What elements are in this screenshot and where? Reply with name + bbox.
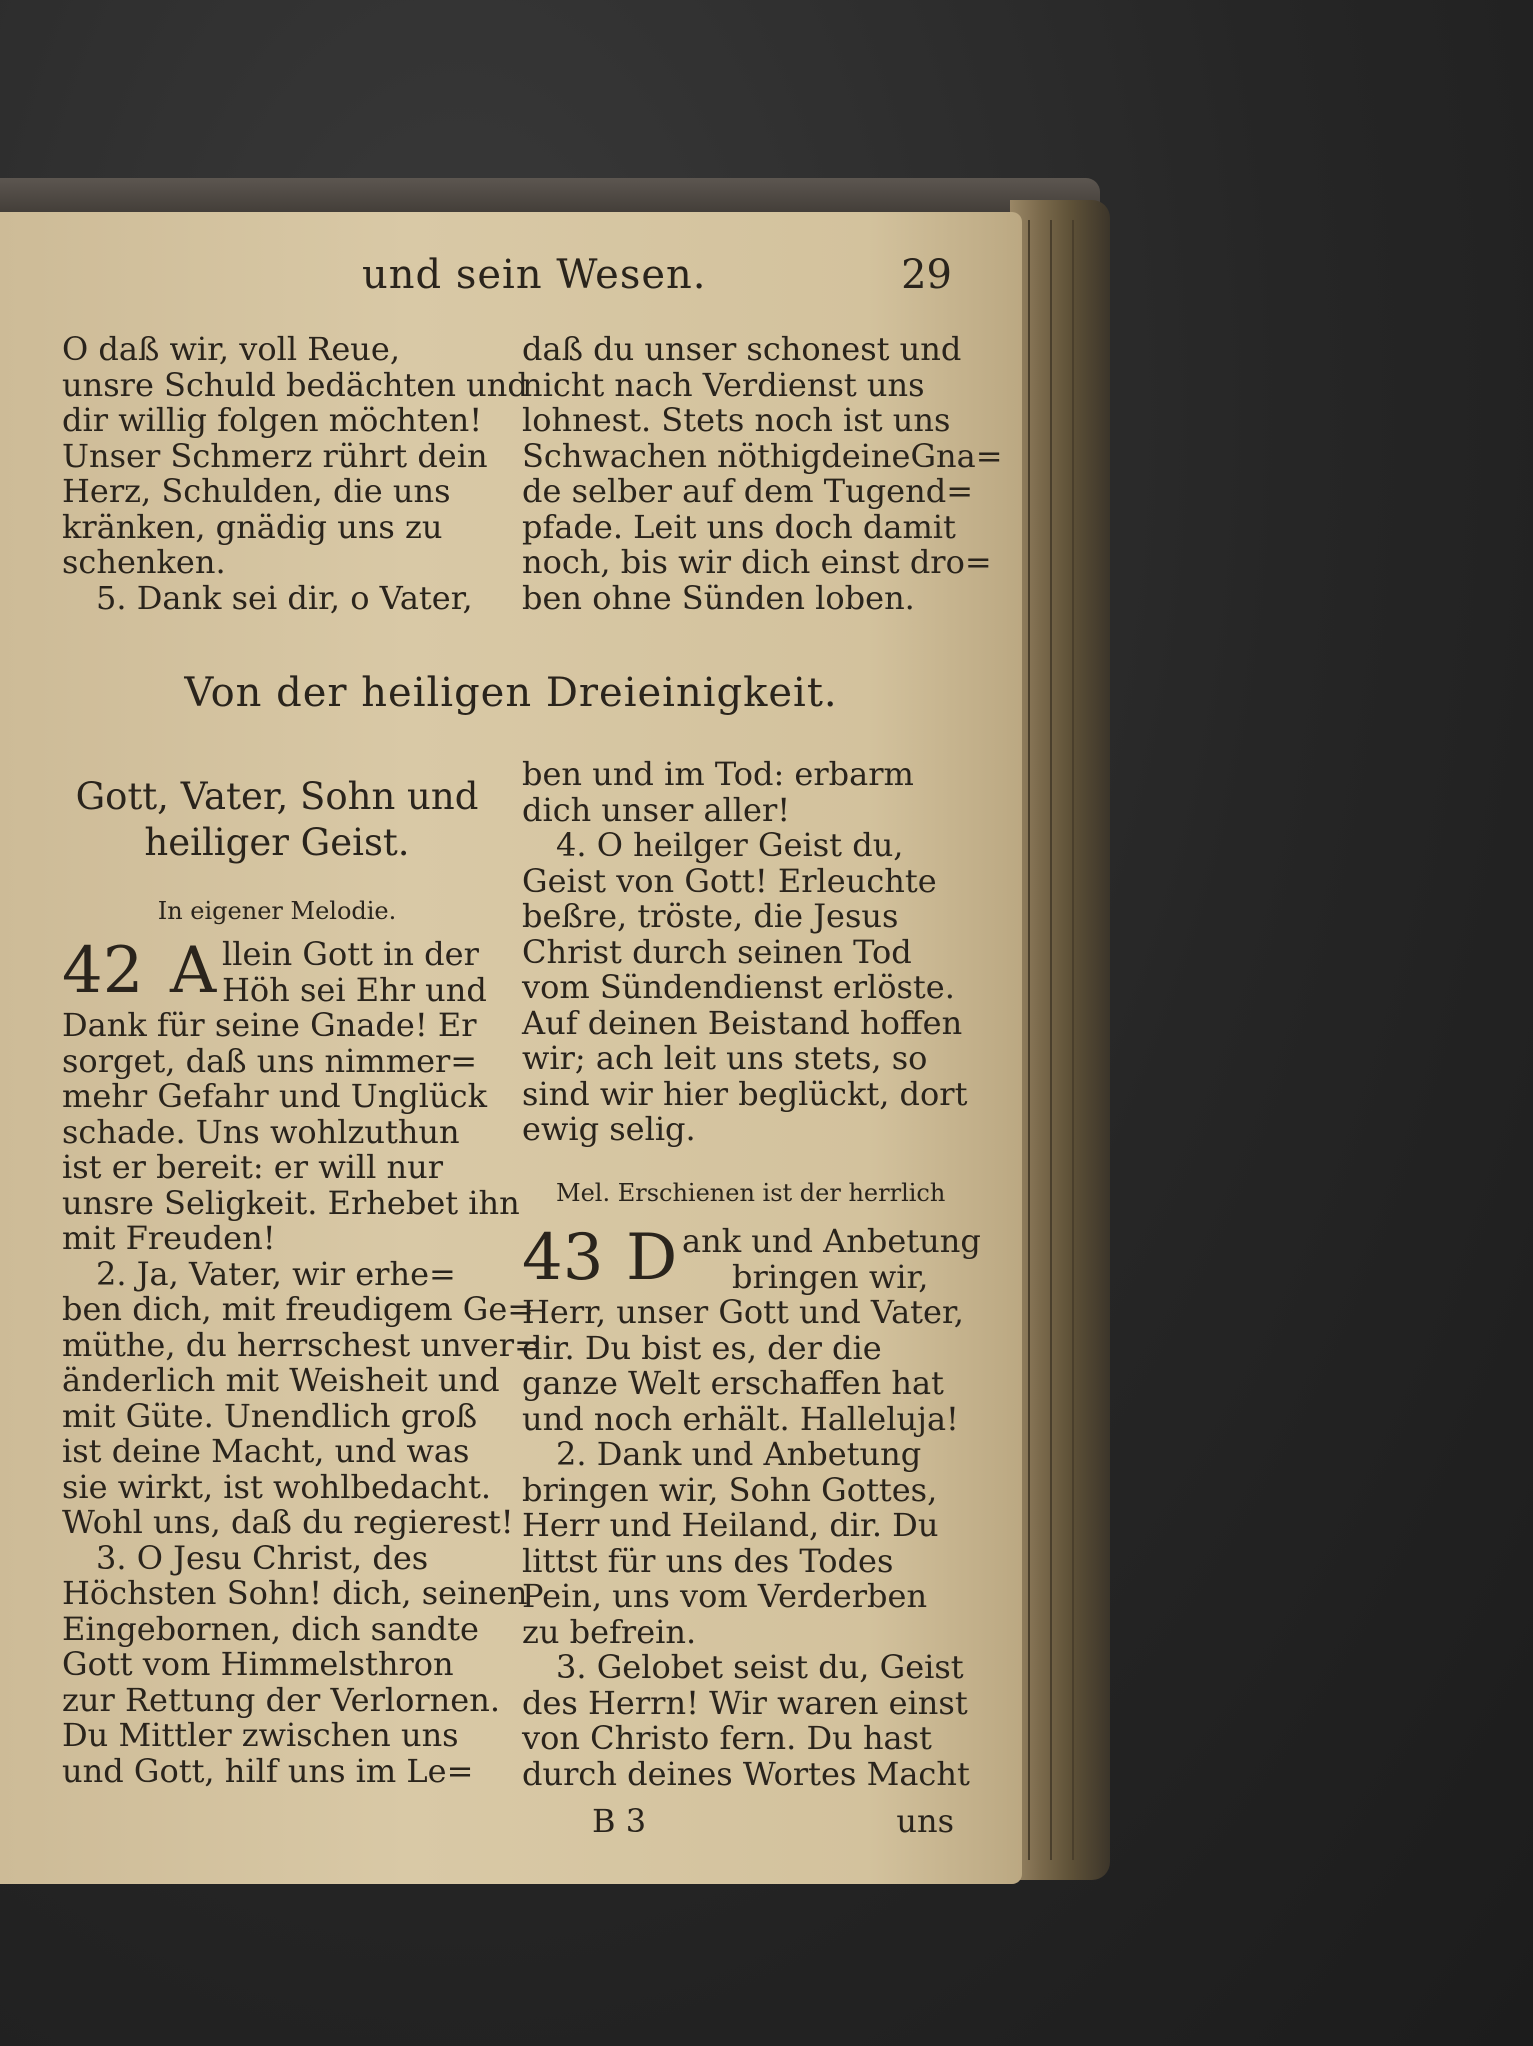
text-line: 2. Ja, Vater, wir erhe= — [96, 1254, 456, 1293]
text-line: Höchsten Sohn! dich, seinen — [62, 1574, 528, 1612]
text-line: unsre Seligkeit. Erhebet ihn — [62, 1183, 520, 1222]
text-line: ewig selig. — [522, 1110, 696, 1148]
melody-note: Mel. Erschienen ist der herrlich — [556, 1179, 946, 1207]
text-line: zu befrein. — [522, 1612, 697, 1651]
text-line: schenken. — [62, 543, 226, 581]
hymn-42-continued — [522, 755, 968, 1148]
text-line: sie wirkt, ist wohlbedacht. — [62, 1467, 492, 1506]
catchword: uns — [896, 1802, 954, 1840]
hymn-line: bringen wir, — [732, 1257, 929, 1296]
text-line: ben dich, mit freudigem Ge= — [62, 1290, 535, 1328]
text-line: änderlich mit Weisheit und — [62, 1361, 500, 1399]
text-line: mehr Gefahr und Unglück — [62, 1077, 487, 1115]
text-line: Herr und Heiland, dir. Du — [522, 1506, 939, 1544]
drop-cap: D — [626, 1221, 678, 1295]
text-line: wir; ach leit uns stets, so — [522, 1039, 928, 1077]
text-line: bringen wir, Sohn Gottes, — [522, 1470, 938, 1509]
text-line: durch deines Wortes Macht — [522, 1754, 970, 1793]
text-line: pfade. Leit uns doch damit — [522, 507, 956, 546]
text-line: Wohl uns, daß du regierest! — [62, 1503, 514, 1541]
text-line: nicht nach Verdienst uns — [522, 365, 925, 404]
text-line: sorget, daß uns nimmer= — [62, 1041, 478, 1080]
signature-mark: B 3 — [592, 1802, 647, 1840]
text-line: Eingebornen, dich sandte — [62, 1609, 479, 1648]
text-line: Unser Schmerz rührt dein — [62, 436, 488, 475]
hymn-number: 42 — [62, 934, 144, 1008]
text-line: ist er bereit: er will nur — [62, 1148, 443, 1186]
running-head: und sein Wesen. — [362, 252, 707, 298]
hymn-title-line: Gott, Vater, Sohn und — [75, 775, 479, 818]
text-line: O daß wir, voll Reue, — [62, 330, 400, 368]
text-line: 5. Dank sei dir, o Vater, — [96, 578, 473, 617]
text-line: des Herrn! Wir waren einst — [522, 1683, 968, 1722]
text-line: 3. Gelobet seist du, Geist — [556, 1648, 964, 1686]
text-line: noch, bis wir dich einst dro= — [522, 543, 992, 581]
text-line: Gott vom Himmelsthron — [62, 1645, 454, 1683]
hymn-line: Höh sei Ehr und — [222, 970, 487, 1009]
text-line: sind wir hier beglückt, dort — [522, 1074, 968, 1113]
melody-note: In eigener Melodie. — [157, 897, 397, 925]
hymn-line: llein Gott in der — [222, 935, 479, 973]
text-line: ben und im Tod: erbarm — [522, 755, 914, 793]
right-column-top — [522, 330, 1003, 617]
text-line: 3. O Jesu Christ, des — [96, 1538, 429, 1577]
text-line: lohnest. Stets noch ist uns — [522, 401, 951, 439]
hymn-42-text — [62, 934, 541, 1790]
section-heading: Von der heiligen Dreieinigkeit. — [184, 670, 838, 716]
text-line: beßre, tröste, die Jesus — [522, 897, 899, 935]
hymn-line: ank und Anbetung — [682, 1222, 981, 1260]
text-line: 4. O heilger Geist du, — [556, 826, 904, 864]
text-line: unsre Schuld bedächten und — [62, 365, 528, 404]
hymn-43-text — [522, 1221, 981, 1793]
text-line: und noch erhält. Halleluja! — [522, 1399, 959, 1438]
text-line: kränken, gnädig uns zu — [62, 507, 443, 546]
text-line: dir willig folgen möchten! — [62, 401, 483, 439]
text-line: Christ durch seinen Tod — [522, 932, 912, 971]
text-line: ben ohne Sünden loben. — [522, 578, 915, 617]
text-line: Pein, uns vom Verderben — [522, 1577, 928, 1615]
text-line: von Christo fern. Du hast — [522, 1719, 932, 1757]
text-line: zur Rettung der Verlornen. — [62, 1680, 500, 1719]
text-line: Herz, Schulden, die uns — [62, 472, 451, 510]
text-line: schade. Uns wohlzuthun — [62, 1112, 460, 1151]
hymn-title-line: heiliger Geist. — [144, 821, 410, 864]
text-line: Geist von Gott! Erleuchte — [522, 861, 937, 900]
book-page-edges — [1010, 200, 1110, 1880]
drop-cap: A — [170, 934, 217, 1008]
text-line: müthe, du herrschest unver= — [62, 1325, 541, 1364]
text-line: daß du unser schonest und — [522, 330, 962, 368]
text-line: dich unser aller! — [522, 790, 791, 829]
page-number: 29 — [901, 252, 952, 298]
text-line: Schwachen nöthigdeineGna= — [522, 436, 1003, 475]
text-line: 2. Dank und Anbetung — [556, 1435, 922, 1473]
left-column-top — [62, 330, 528, 617]
text-line: und Gott, hilf uns im Le= — [62, 1751, 474, 1790]
text-line: Herr, unser Gott und Vater, — [522, 1293, 964, 1331]
page-header — [0, 252, 1022, 312]
text-line: ist deine Macht, und was — [62, 1432, 470, 1470]
text-line: dir. Du bist es, der die — [522, 1328, 882, 1367]
hymn-title — [62, 774, 492, 866]
text-line: Du Mittler zwischen uns — [62, 1716, 459, 1754]
book-page — [0, 212, 1022, 1884]
text-line: Auf deinen Beistand hoffen — [522, 1003, 963, 1042]
text-line: ganze Welt erschaffen hat — [522, 1364, 944, 1402]
text-line: Dank für seine Gnade! Er — [62, 1006, 477, 1044]
hymn-number: 43 — [522, 1221, 604, 1295]
text-line: de selber auf dem Tugend= — [522, 472, 973, 510]
text-line: littst für uns des Todes — [522, 1541, 894, 1580]
text-line: mit Freuden! — [62, 1219, 276, 1257]
text-line: mit Güte. Unendlich groß — [62, 1396, 478, 1435]
text-line: vom Sündendienst erlöste. — [522, 968, 955, 1006]
